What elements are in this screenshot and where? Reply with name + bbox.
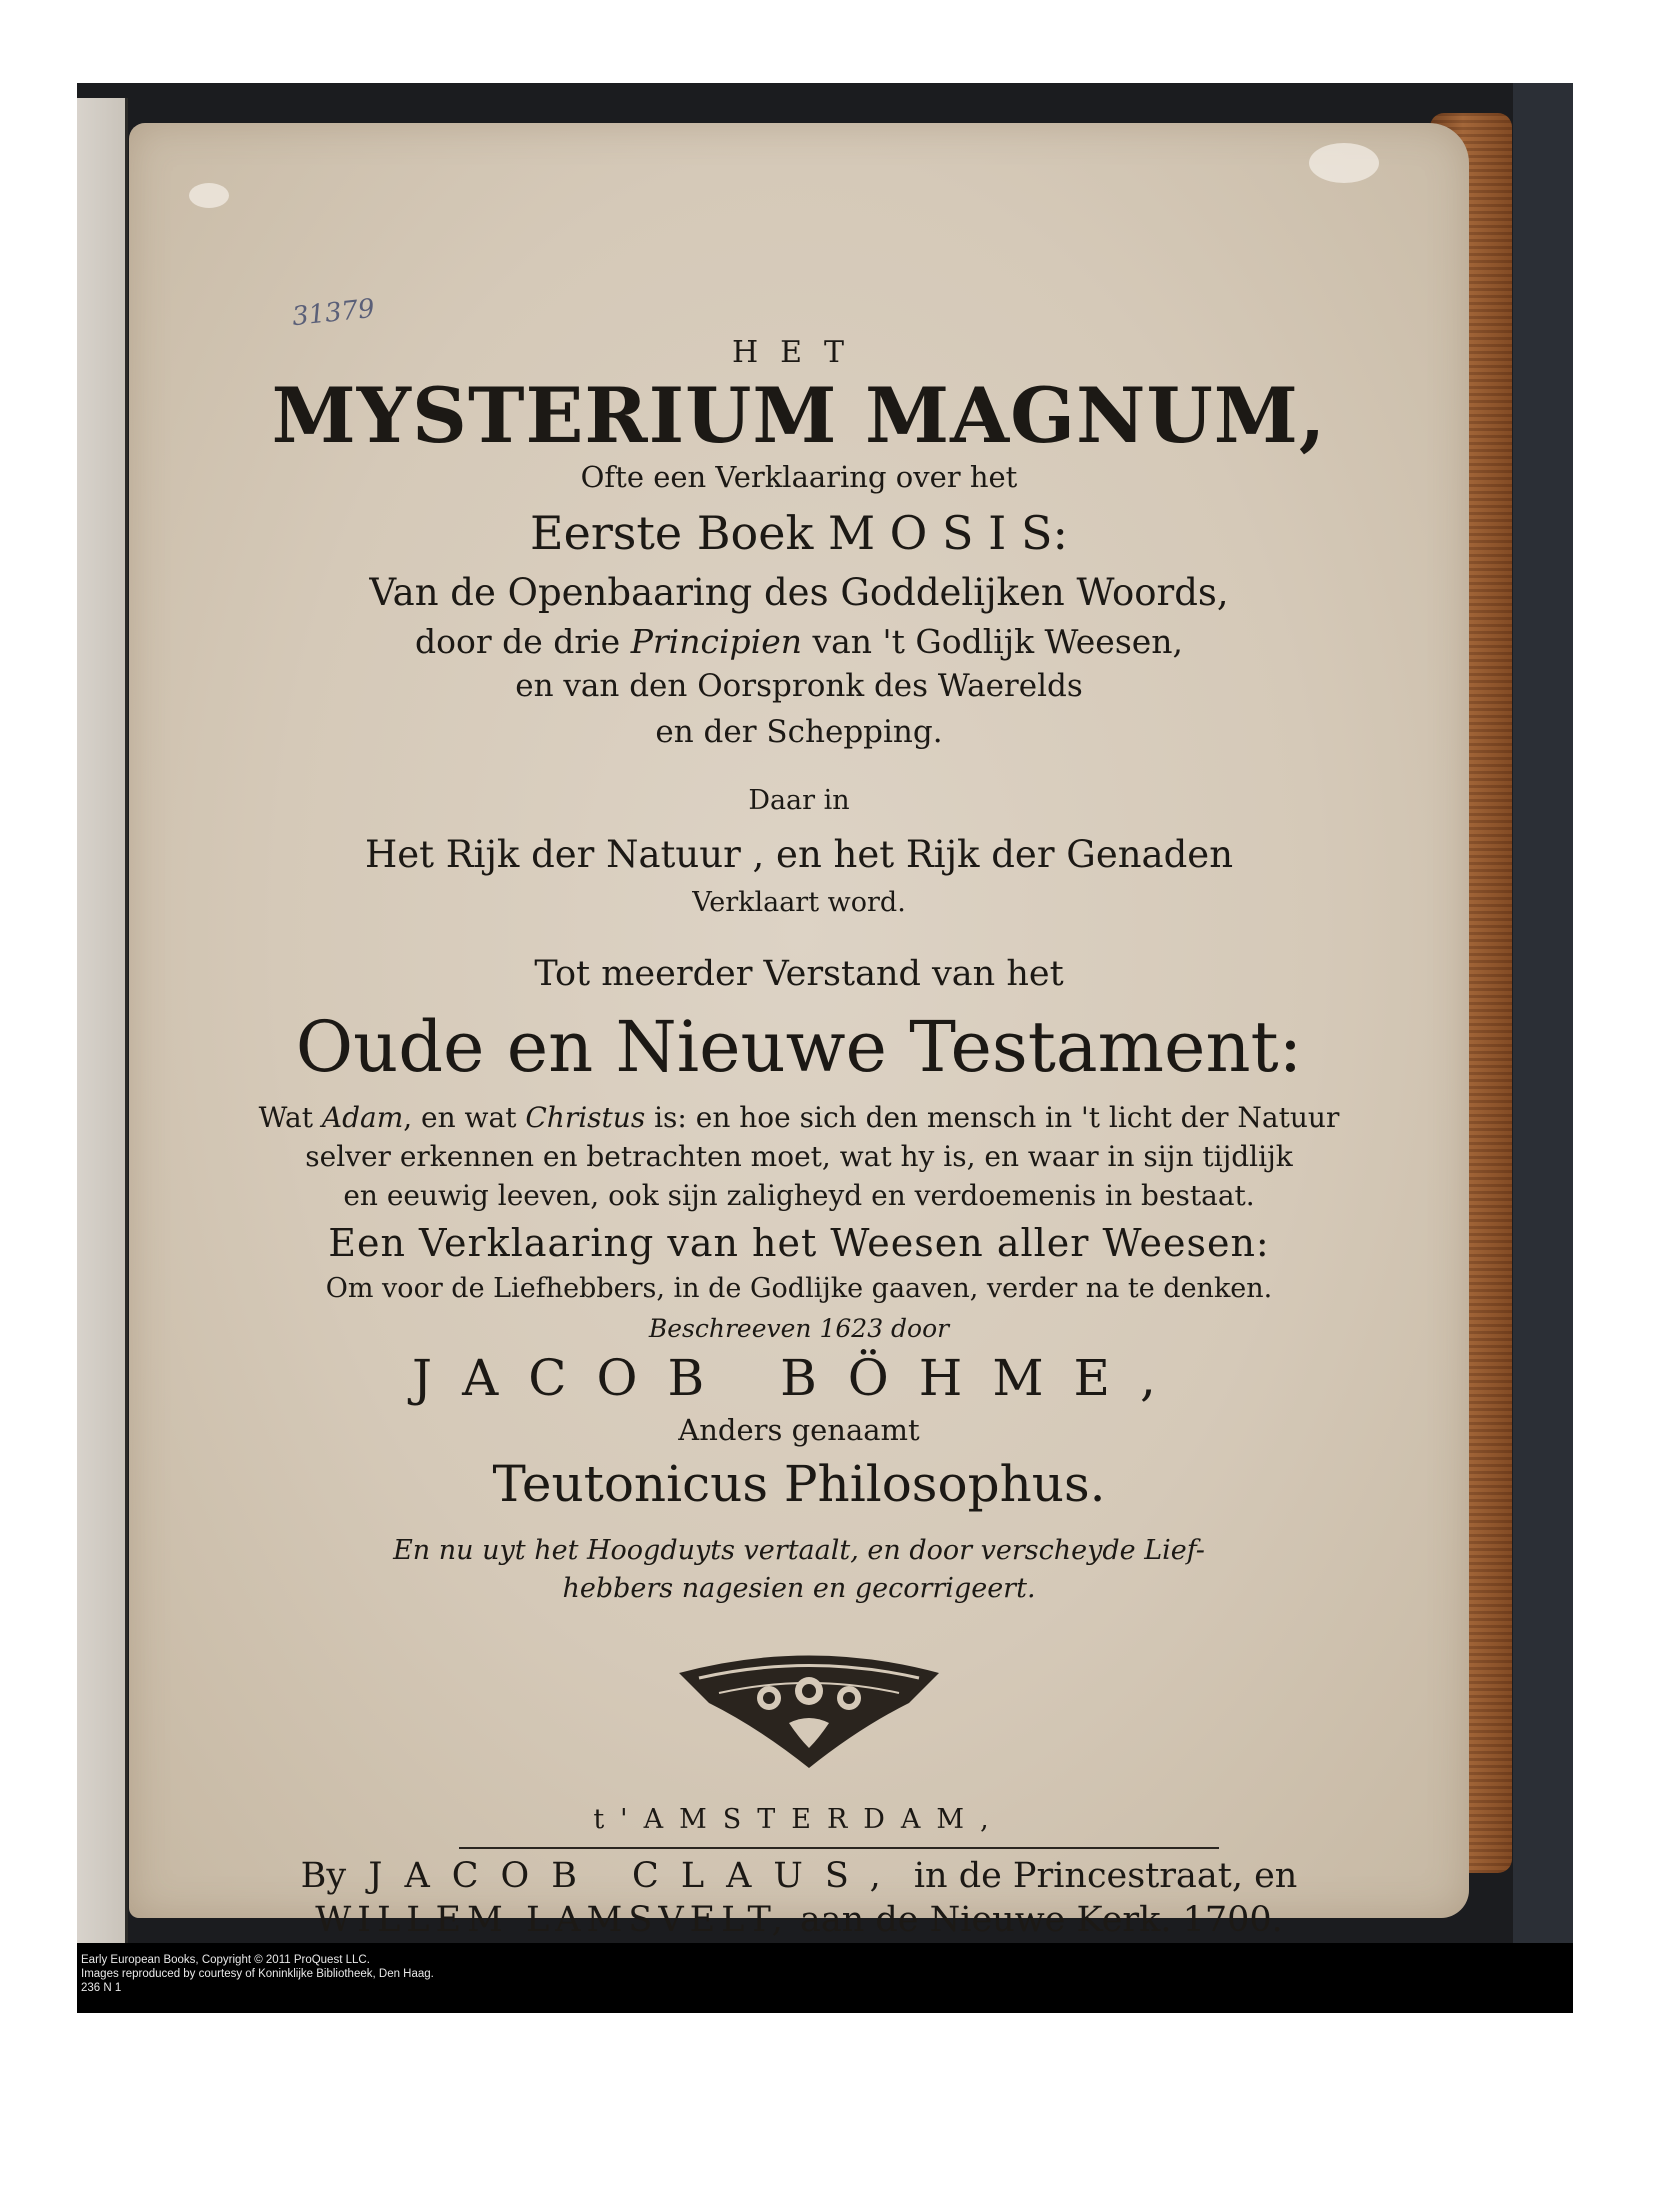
caption-line-2: Images reproduced by courtesy of Koninklijke Bibliotheek, Den Haag.: [81, 1968, 434, 1980]
daar-in: Daar in: [748, 785, 850, 816]
title-oorsprong: en van den Oorspronk des Waerelds: [515, 668, 1083, 704]
title-page: [129, 123, 1469, 1940]
rijk-line: Het Rijk der Natuur , en het Rijk der Genaden: [364, 833, 1234, 876]
paper-stain: [1309, 143, 1379, 183]
author-epithet: Teutonicus Philosophus.: [492, 1455, 1106, 1513]
woodcut-ornament: [659, 1643, 959, 1773]
handwritten-shelfmark: 31379: [290, 293, 377, 333]
copyright-caption: [77, 1943, 1573, 2013]
imprint-rule: [459, 1847, 1219, 1849]
liefhebbers-line: Om voor de Liefhebbers, in de Godlijke gaaven, verder na te denken.: [325, 1273, 1273, 1304]
translation-line-2: hebbers nagesien en gecorrigeert.: [562, 1573, 1036, 1604]
left-page-edge: [77, 98, 128, 1943]
title-van: Van de Openbaaring des Goddelijken Woords,: [369, 571, 1229, 614]
imprint-line-2: WILLEM LAMSVELT, aan de Nieuwe Kerk. 1700.: [315, 1900, 1283, 1940]
scanned-book-photo: [77, 83, 1573, 2013]
author-name: JACOB BÖHME,: [412, 1349, 1186, 1407]
title-ofte: Ofte een Verklaaring over het: [580, 460, 1018, 494]
title-schepping: en der Schepping.: [655, 714, 943, 750]
body-line-1: Wat Adam, en wat Christus is: en hoe sich den mensch in 't licht der Natuur: [258, 1101, 1340, 1134]
tot-line: Tot meerder Verstand van het: [534, 954, 1064, 994]
imprint-city: t'AMSTERDAM,: [593, 1804, 1005, 1835]
body-line-2: selver erkennen en betrachten moet, wat hy is, en waar in sijn tijdlijk: [305, 1140, 1293, 1173]
background-right: [1513, 83, 1573, 1943]
body-line-3: en eeuwig leeven, ook sijn zaligheyd en verdoemenis in bestaat.: [343, 1179, 1255, 1212]
title-door: door de drie Principien van 't Godlijk Weesen,: [414, 622, 1184, 661]
testament-heading: Oude en Nieuwe Testament:: [295, 1006, 1303, 1088]
paper-stain: [189, 183, 229, 208]
imprint-line-1: By JACOB CLAUS, in de Princestraat, en: [300, 1856, 1298, 1896]
translation-line-1: En nu uyt het Hoogduyts vertaalt, en door verscheyde Lief-: [393, 1535, 1205, 1566]
title-het: HET: [731, 335, 867, 370]
caption-line-3: 236 N 1: [81, 1982, 122, 1994]
title-eerste: Eerste Boek M O S I S:: [530, 506, 1068, 560]
anders-genaamt: Anders genaamt: [678, 1413, 920, 1447]
caption-line-1: Early European Books, Copyright © 2011 ProQuest LLC.: [81, 1954, 370, 1966]
verklaart-line: Verklaart word.: [692, 887, 906, 918]
title-main: MYSTERIUM MAGNUM,: [271, 371, 1327, 460]
weesen-heading: Een Verklaaring van het Weesen aller Weesen:: [328, 1221, 1270, 1265]
beschreeven-line: Beschreeven 1623 door: [648, 1314, 950, 1343]
